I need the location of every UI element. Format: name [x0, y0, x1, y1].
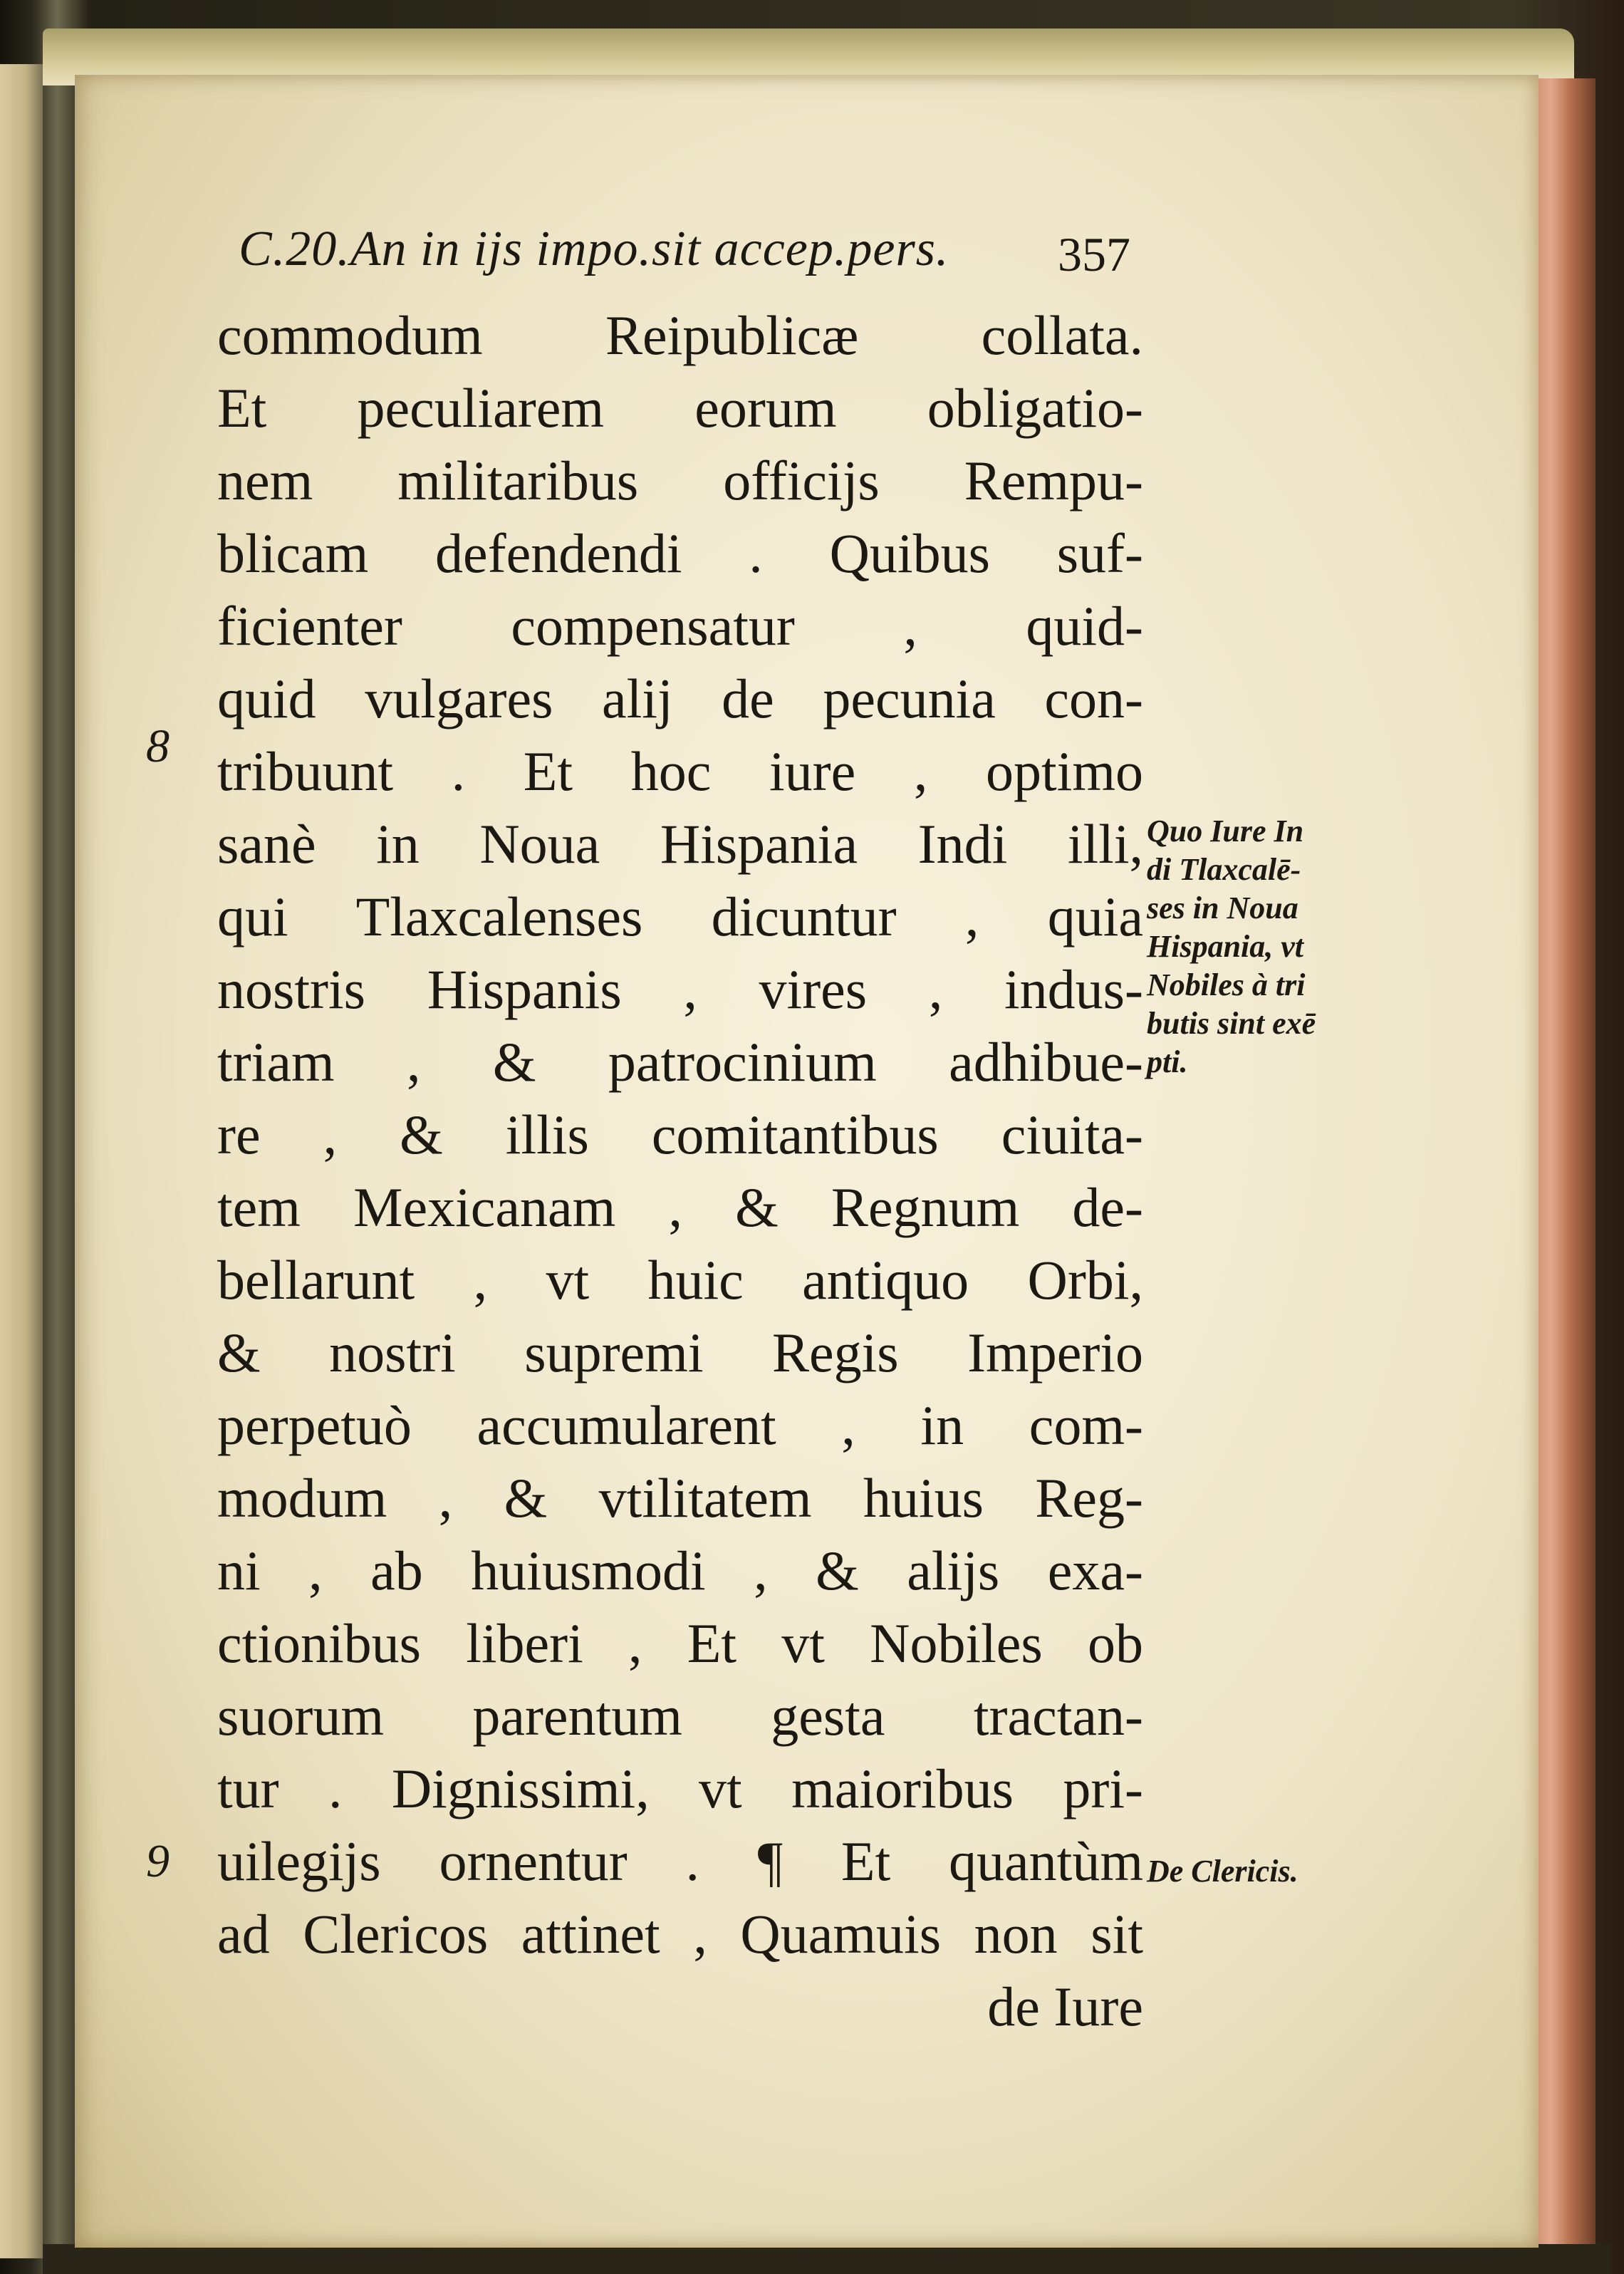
- bottom-shadow: [43, 2244, 1610, 2274]
- text-line: ficienter compensatur , quid-: [217, 595, 1143, 657]
- text-line: Et peculiarem eorum obligatio-: [217, 377, 1143, 439]
- side-note-line: Nobiles à tri: [1147, 967, 1306, 1002]
- side-note-line: pti.: [1147, 1044, 1188, 1079]
- text-line: & nostri supremi Regis Imperio: [217, 1322, 1143, 1383]
- text-line: perpetuò accumularent , in com-: [217, 1394, 1143, 1456]
- text-line: ni , ab huiusmodi , & alijs exa-: [217, 1540, 1143, 1601]
- margin-number-9: 9: [146, 1835, 170, 1887]
- text-line: uilegijs ornentur . ¶ Et quantùm: [217, 1830, 1143, 1892]
- catchword: de Iure: [987, 1976, 1143, 2037]
- margin-number-8: 8: [146, 720, 170, 772]
- text-line: blicam defendendi . Quibus suf-: [217, 522, 1143, 584]
- text-line: ctionibus liberi , Et vt Nobiles ob: [217, 1612, 1143, 1674]
- page-fore-edge: [1531, 78, 1596, 2251]
- text-line: suorum parentum gesta tractan-: [217, 1685, 1143, 1747]
- side-note-line: Quo Iure In: [1147, 814, 1304, 848]
- text-line: triam , & patrocinium adhibue-: [217, 1031, 1143, 1093]
- text-line: bellarunt , vt huic antiquo Orbi,: [217, 1249, 1143, 1311]
- text-line: re , & illis comitantibus ciuita-: [217, 1104, 1143, 1165]
- text-line: tem Mexicanam , & Regnum de-: [217, 1176, 1143, 1238]
- show-through-text: [1168, 313, 1175, 349]
- text-line: commodum Reipublicæ collata.: [217, 304, 1143, 366]
- text-line: nem militaribus officijs Rempu-: [217, 450, 1143, 512]
- text-line: sanè in Noua Hispania Indi illi,: [217, 813, 1143, 875]
- running-head: C.20.An in ijs impo.sit accep.pers.: [239, 222, 949, 276]
- previous-page-edge: [0, 64, 43, 2258]
- text-line: quid vulgares alij de pecunia con-: [217, 668, 1143, 730]
- text-line: tur . Dignissimi, vt maioribus pri-: [217, 1758, 1143, 1819]
- text-line: ad Clericos attinet , Quamuis non sit: [217, 1903, 1143, 1965]
- side-note-line: ses in Noua: [1147, 891, 1298, 925]
- side-note-line: Hispania, vt: [1147, 929, 1304, 964]
- side-note-line: butis sint exē: [1147, 1006, 1316, 1041]
- text-line: nostris Hispanis , vires , indus-: [217, 958, 1143, 1020]
- page-number: 357: [1058, 227, 1130, 281]
- text-line: modum , & vtilitatem huius Reg-: [217, 1467, 1143, 1529]
- main-text-block: [217, 299, 1143, 2043]
- side-note-tlaxcalenses: [1147, 812, 1316, 1081]
- text-line: qui Tlaxcalenses dicuntur , quia: [217, 886, 1143, 947]
- side-note-line: di Tlaxcalē-: [1147, 852, 1301, 887]
- text-line: tribuunt . Et hoc iure , optimo: [217, 740, 1143, 802]
- side-note-de-clericis: De Clericis.: [1147, 1854, 1298, 1889]
